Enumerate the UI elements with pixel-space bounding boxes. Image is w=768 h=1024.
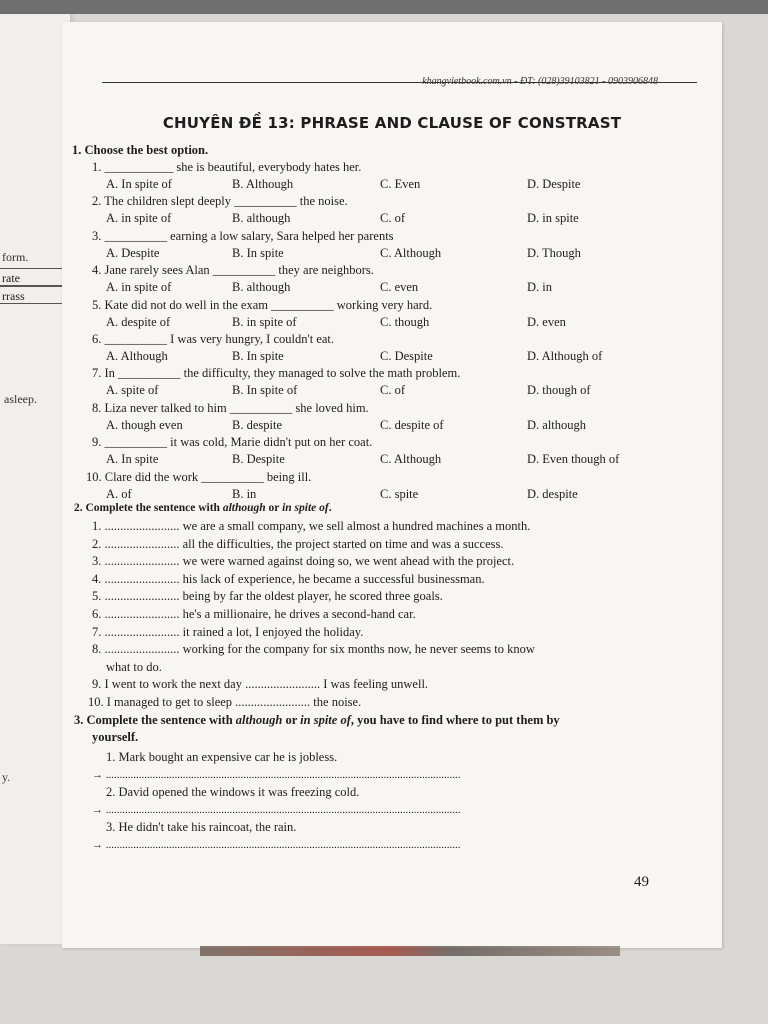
answer-option: A. Despite: [106, 245, 160, 260]
answer-option: C. Even: [380, 177, 421, 191]
answer-option: C. even: [380, 280, 419, 295]
left-page-box: [0, 286, 66, 304]
section-3-keyword: although: [235, 713, 283, 727]
answer-option: A. spite of: [106, 383, 159, 398]
worksheet-content: [62, 22, 722, 948]
answer-option: C. of: [380, 383, 405, 398]
question-stem: 5. Kate did not do well in the exam __________ working very hard.: [92, 297, 433, 312]
question-stem: 10. Clare did the work __________ being ill.: [86, 469, 312, 484]
answer-option: A. of: [106, 486, 132, 501]
answer-option: B. In spite: [232, 245, 284, 260]
answer-option: D. in spite: [527, 211, 579, 226]
worksheet-page: [62, 22, 722, 948]
answer-option: D. Although of: [527, 349, 603, 363]
scan-bottom-edge: [200, 946, 620, 956]
answer-line[interactable]: → .................................................................................................................................: [92, 839, 461, 851]
answer-option: D. in: [527, 280, 552, 295]
left-page-word: y.: [2, 770, 11, 784]
answer-option: D. even: [527, 314, 566, 329]
section-2-heading-text: .: [328, 502, 332, 514]
fill-in-item: 2. ........................ all the difficulties, the project started on time and was a success.: [92, 536, 504, 551]
answer-option: D. Though: [527, 245, 581, 260]
answer-line[interactable]: → .................................................................................................................................: [92, 769, 461, 781]
section-3-heading-text: 3. Complete the sentence with: [74, 713, 236, 727]
fill-in-item: 10. I managed to get to sleep ........................ the noise.: [88, 695, 362, 709]
answer-option: A. despite of: [106, 314, 171, 329]
section-3-heading-cont: yourself.: [92, 730, 139, 744]
section-2-keyword: in spite of: [282, 502, 329, 514]
answer-option: B. in: [232, 486, 257, 501]
scan-top-edge: [0, 0, 768, 14]
answer-option: A. in spite of: [106, 280, 172, 295]
answer-option: D. Even though of: [527, 452, 620, 467]
answer-option: B. Despite: [232, 452, 285, 467]
question-stem: 2. The children slept deeply __________ the noise.: [92, 194, 348, 209]
section-3-heading-text: or: [282, 713, 301, 727]
question-stem: 7. In __________ the difficulty, they managed to solve the math problem.: [92, 366, 461, 381]
rewrite-prompt: 2. David opened the windows it was freezing cold.: [106, 785, 360, 799]
page-number: 49: [634, 874, 649, 890]
answer-option: D. Despite: [527, 177, 581, 191]
section-3-heading-text: , you have to find where to put them by: [350, 713, 560, 727]
question-stem: 3. __________ earning a low salary, Sara helped her parents: [92, 228, 394, 243]
answer-option: B. In spite: [232, 349, 284, 363]
left-page-word: asleep.: [4, 392, 37, 406]
answer-option: C. despite of: [380, 417, 444, 432]
rewrite-prompt: 3. He didn't take his raincoat, the rain.: [106, 820, 297, 834]
answer-option: C. Despite: [380, 349, 433, 363]
adjacent-page-edge: [0, 14, 71, 944]
answer-option: C. of: [380, 211, 405, 226]
fill-in-item: 3. ........................ we were warned against doing so, we went ahead with the project.: [92, 554, 515, 569]
section-2-heading-text: 2. Complete the sentence with: [74, 502, 223, 514]
section-3-keyword: in spite of: [300, 713, 351, 727]
question-stem: 6. __________ I was very hungry, I couldn't eat.: [92, 332, 335, 346]
section-2-heading-text: or: [265, 502, 283, 514]
answer-line[interactable]: → .................................................................................................................................: [92, 804, 461, 816]
left-page-word: rate: [2, 271, 20, 285]
answer-option: B. despite: [232, 417, 282, 432]
fill-in-item: 8. ........................ working for the company for six months now, he never seems to know: [92, 642, 535, 657]
left-page-word: rrass: [2, 289, 25, 303]
section-2-keyword: although: [222, 502, 266, 514]
fill-in-item: 9. I went to work the next day ........................ I was feeling unwell.: [92, 677, 429, 692]
answer-option: B. Although: [232, 177, 294, 191]
answer-option: B. although: [232, 211, 291, 226]
question-stem: 1. ___________ she is beautiful, everybody hates her.: [92, 160, 362, 174]
page-title: CHUYÊN ĐỀ 13: PHRASE AND CLAUSE OF CONSTRAST: [162, 114, 622, 132]
fill-in-item: 5. ........................ being by far the oldest player, he scored three goals.: [92, 589, 443, 604]
answer-option: C. Although: [380, 245, 442, 260]
left-page-word: form.: [2, 250, 29, 264]
fill-in-item: 7. ........................ it rained a lot, I enjoyed the holiday.: [92, 624, 364, 639]
answer-option: D. despite: [527, 486, 578, 501]
rewrite-prompt: 1. Mark bought an expensive car he is jobless.: [106, 750, 338, 764]
question-stem: 4. Jane rarely sees Alan __________ they are neighbors.: [92, 263, 374, 278]
left-page-box: [0, 268, 66, 286]
section-3-heading: [74, 712, 560, 728]
section-2-heading: [74, 500, 332, 516]
answer-option: A. In spite: [106, 452, 159, 467]
publisher-header: khangvietbook.com.vn - ĐT: (028)39103821 - 0903906848: [422, 76, 658, 87]
section-1-heading: 1. Choose the best option.: [72, 143, 209, 157]
fill-in-item: 1. ........................ we are a small company, we sell almost a hundred machines a month.: [92, 519, 531, 533]
answer-option: A. in spite of: [106, 211, 172, 226]
question-stem: 9. __________ it was cold, Marie didn't put on her coat.: [92, 435, 373, 450]
answer-option: C. Although: [380, 452, 442, 467]
answer-option: D. though of: [527, 383, 591, 398]
answer-option: B. in spite of: [232, 314, 297, 329]
fill-in-item: what to do.: [106, 659, 162, 674]
answer-option: C. though: [380, 314, 430, 329]
answer-option: B. In spite of: [232, 383, 298, 398]
answer-option: D. although: [527, 417, 587, 432]
fill-in-item: 4. ........................ his lack of experience, he became a successful businessman.: [92, 571, 485, 586]
question-stem: 8. Liza never talked to him __________ she loved him.: [92, 400, 369, 415]
answer-option: C. spite: [380, 486, 419, 501]
answer-option: A. In spite of: [106, 177, 172, 191]
answer-option: B. although: [232, 280, 291, 295]
answer-option: A. though even: [106, 417, 183, 432]
fill-in-item: 6. ........................ he's a millionaire, he drives a second-hand car.: [92, 607, 416, 621]
answer-option: A. Although: [106, 349, 168, 363]
